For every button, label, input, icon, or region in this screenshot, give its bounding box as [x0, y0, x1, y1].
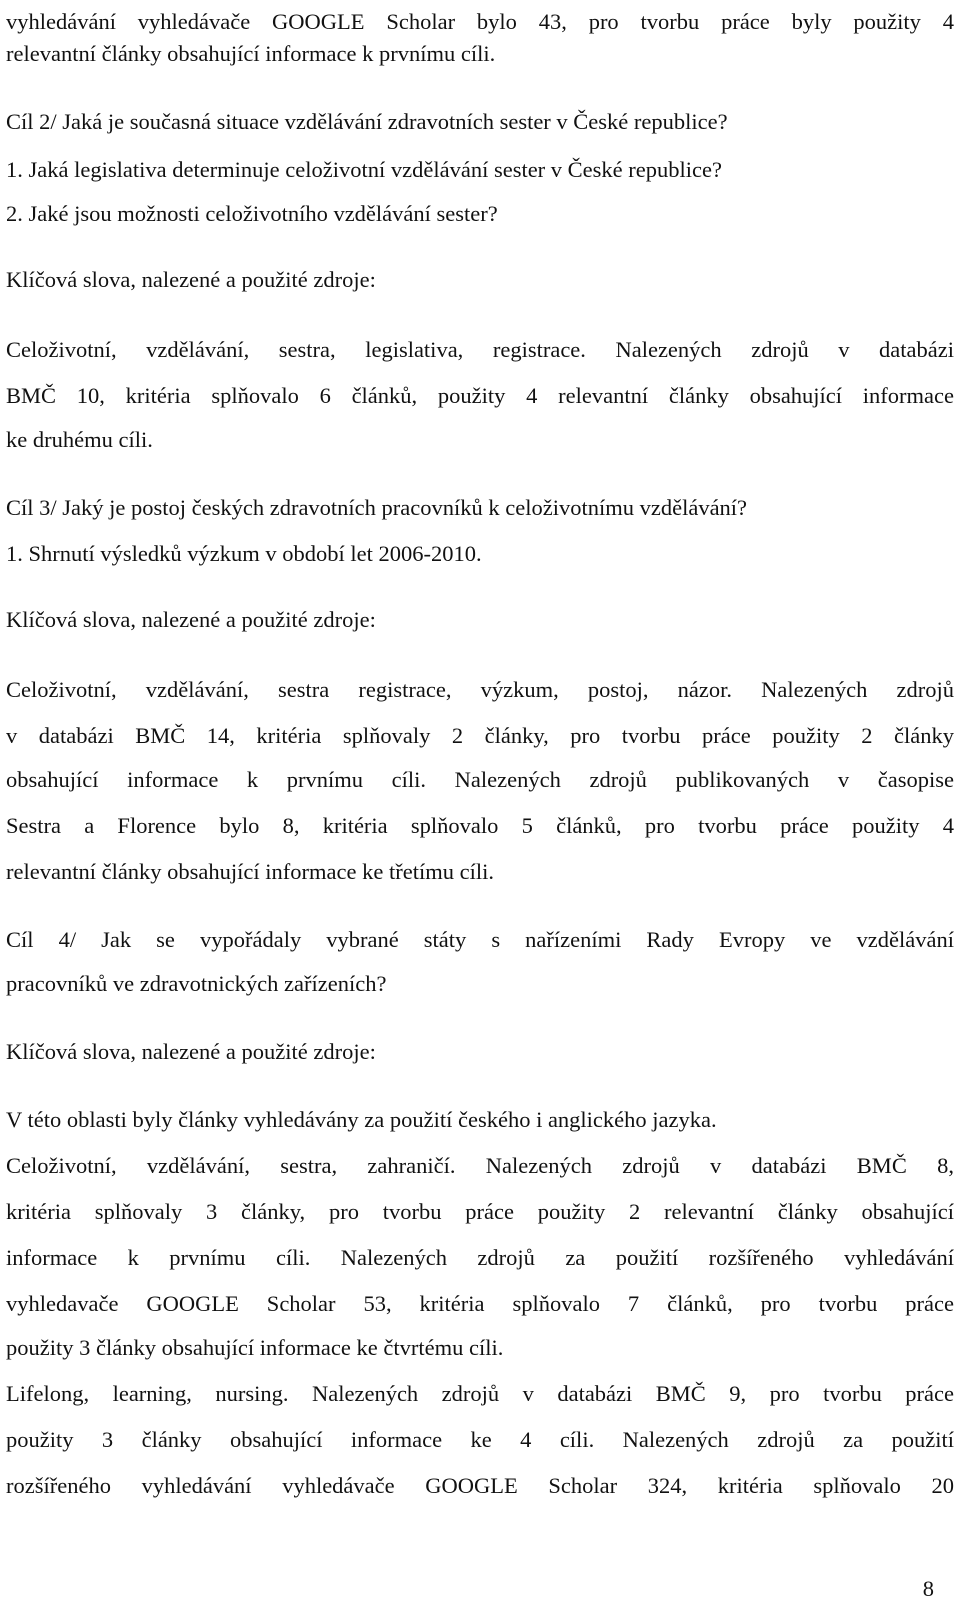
text-line: 1. Shrnutí výsledků výzkum v období let 2006-2010. [6, 541, 482, 566]
text-line: informace k prvnímu cíli. Nalezených zdrojů za použití rozšířeného vyhledávání [6, 1245, 954, 1270]
text-line: relevantní články obsahující informace k prvnímu cíli. [6, 41, 496, 66]
text-line: obsahující informace k prvnímu cíli. Nalezených zdrojů publikovaných v časopise [6, 767, 954, 792]
text-line: použity 3 články obsahující informace ke čtvrtému cíli. [6, 1335, 504, 1360]
text-line: Sestra a Florence bylo 8, kritéria splňovalo 5 článků, pro tvorbu práce použity 4 [6, 813, 954, 838]
goal-2-heading: Cíl 2/ Jaká je současná situace vzdělávání zdravotních sester v České republice? [6, 109, 728, 134]
page-number: 8 [922, 1576, 934, 1601]
text-line: relevantní články obsahující informace ke třetímu cíli. [6, 859, 494, 884]
text-line: V této oblasti byly články vyhledávány za použití českého i anglického jazyka. [6, 1107, 717, 1132]
text-line: vyhledavače GOOGLE Scholar 53, kritéria splňovalo 7 článků, pro tvorbu práce [6, 1291, 954, 1316]
keywords-label: Klíčová slova, nalezené a použité zdroje: [6, 607, 376, 632]
goal-3-heading: Cíl 3/ Jaký je postoj českých zdravotních pracovníků k celoživotnímu vzdělávání? [6, 495, 748, 520]
text-line: Celoživotní, vzdělávání, sestra registrace, výzkum, postoj, názor. Nalezených zdrojů [6, 677, 954, 702]
text-line: vyhledávání vyhledávače GOOGLE Scholar bylo 43, pro tvorbu práce byly použity 4 [6, 9, 954, 34]
goal-4-heading: Cíl 4/ Jak se vypořádaly vybrané státy s nařízeními Rady Evropy ve vzdělávání [6, 927, 954, 952]
text-line: rozšířeného vyhledávání vyhledávače GOOGLE Scholar 324, kritéria splňovalo 20 [6, 1473, 954, 1498]
text-line: Lifelong, learning, nursing. Nalezených zdrojů v databázi BMČ 9, pro tvorbu práce [6, 1381, 954, 1406]
text-line: kritéria splňovaly 3 články, pro tvorbu práce použity 2 relevantní články obsahující [6, 1199, 954, 1224]
text-line: použity 3 články obsahující informace ke 4 cíli. Nalezených zdrojů za použití [6, 1427, 954, 1452]
keywords-label: Klíčová slova, nalezené a použité zdroje: [6, 267, 376, 292]
text-line: 1. Jaká legislativa determinuje celoživotní vzdělávání sester v České republice? [6, 157, 722, 182]
text-line: v databázi BMČ 14, kritéria splňovaly 2 články, pro tvorbu práce použity 2 články [6, 723, 954, 748]
text-line: ke druhému cíli. [6, 427, 153, 452]
text-line: 2. Jaké jsou možnosti celoživotního vzdělávání sester? [6, 201, 498, 226]
text-line: BMČ 10, kritéria splňovalo 6 článků, použity 4 relevantní články obsahující informace [6, 383, 954, 408]
text-line: pracovníků ve zdravotnických zařízeních? [6, 971, 387, 996]
text-line: Celoživotní, vzdělávání, sestra, legislativa, registrace. Nalezených zdrojů v databázi [6, 337, 954, 362]
keywords-label: Klíčová slova, nalezené a použité zdroje: [6, 1039, 376, 1064]
text-line: Celoživotní, vzdělávání, sestra, zahraničí. Nalezených zdrojů v databázi BMČ 8, [6, 1153, 954, 1178]
